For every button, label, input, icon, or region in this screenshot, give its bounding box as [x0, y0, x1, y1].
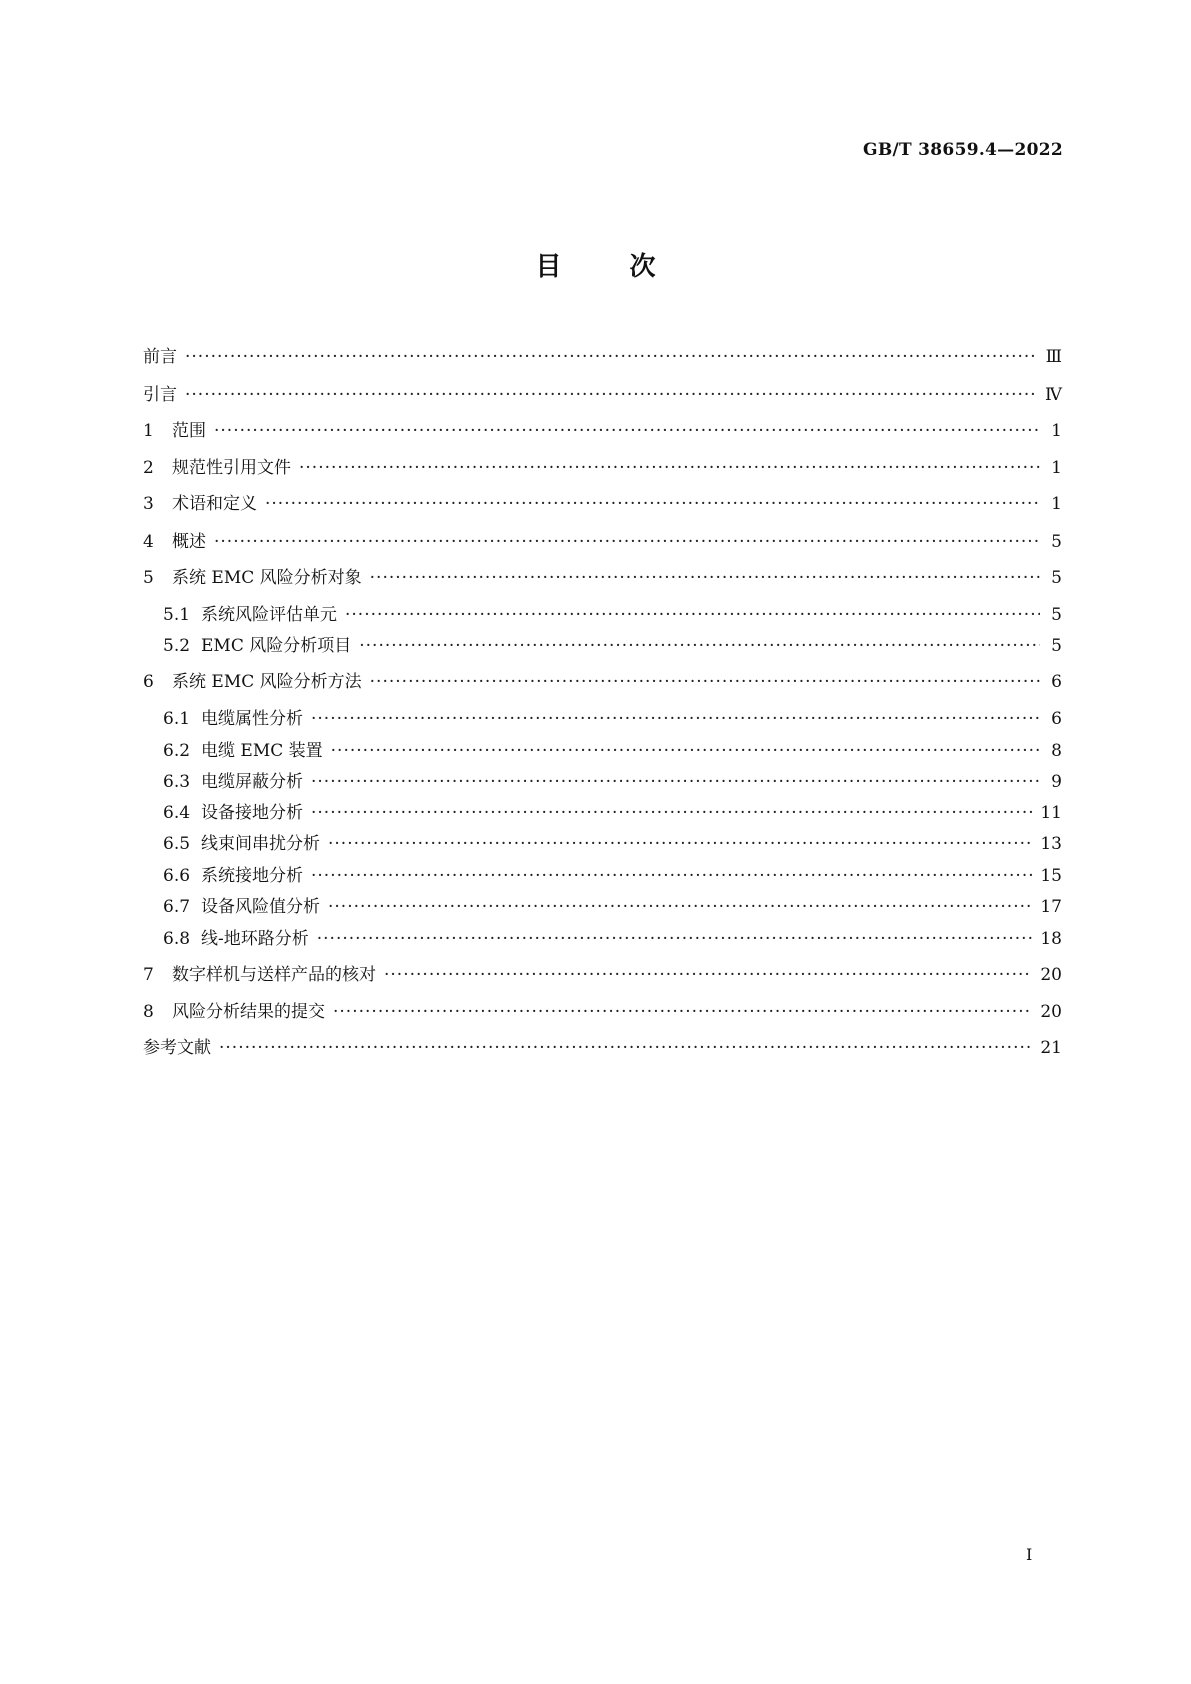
- toc-entry-page: 20: [1040, 965, 1062, 985]
- toc-entry-label: 电缆 EMC 装置: [201, 741, 323, 761]
- toc-entry[interactable]: [143, 453, 1062, 477]
- toc-entry[interactable]: [143, 1033, 1062, 1057]
- toc-entry-page: 1: [1051, 458, 1062, 478]
- dot-leader: [328, 897, 1032, 917]
- dot-leader: [384, 965, 1032, 985]
- dot-leader: [311, 803, 1032, 823]
- toc-entry-number: 6.7: [163, 897, 191, 917]
- dot-leader: [370, 672, 1040, 692]
- toc-entry-label: EMC 风险分析项目: [201, 636, 352, 656]
- toc-entry-label: 术语和定义: [172, 494, 257, 514]
- toc-entry-page: 5: [1051, 605, 1062, 625]
- toc-entry-page: 1: [1051, 494, 1062, 514]
- toc-entry[interactable]: [143, 667, 1062, 691]
- toc-entry[interactable]: [163, 767, 1062, 791]
- toc-entry[interactable]: [143, 997, 1062, 1021]
- toc-entry-page: 11: [1040, 803, 1062, 823]
- toc-entry-label: 线束间串扰分析: [201, 834, 320, 854]
- toc-entry-label: 风险分析结果的提交: [172, 1002, 325, 1022]
- toc-entry-page: 9: [1051, 772, 1062, 792]
- toc-entry-number: 5: [143, 568, 154, 588]
- toc-entry[interactable]: [163, 861, 1062, 885]
- toc-entry[interactable]: [163, 631, 1062, 655]
- toc-entry-number: 6.4: [163, 803, 191, 823]
- toc-entry-page: 18: [1040, 929, 1062, 949]
- toc-entry-number: 6.8: [163, 929, 191, 949]
- toc-entry-label: 规范性引用文件: [172, 458, 291, 478]
- toc-entry-label: 前言: [143, 347, 177, 367]
- document-number: GB/T 38659.4—2022: [863, 140, 1063, 160]
- toc-entry-number: 6.2: [163, 741, 191, 761]
- toc-entry-page: 5: [1051, 636, 1062, 656]
- toc-entry-number: 5.2: [163, 636, 191, 656]
- toc-entry-number: 5.1: [163, 605, 191, 625]
- toc-entry[interactable]: [163, 924, 1062, 948]
- toc-entry[interactable]: [163, 829, 1062, 853]
- toc-entry[interactable]: [143, 416, 1062, 440]
- dot-leader: [214, 532, 1040, 552]
- toc-entry-label: 系统风险评估单元: [201, 605, 337, 625]
- toc-entry-number: 6.6: [163, 866, 191, 886]
- toc-entry[interactable]: [143, 489, 1062, 513]
- toc-entry-label: 线-地环路分析: [201, 929, 309, 949]
- toc-entry-label: 电缆屏蔽分析: [201, 772, 303, 792]
- toc-entry[interactable]: [143, 527, 1062, 551]
- dot-leader: [370, 568, 1040, 588]
- toc-entry[interactable]: [143, 342, 1062, 366]
- title-char: 次: [629, 252, 656, 282]
- toc-entry-number: 6.3: [163, 772, 191, 792]
- toc-entry-label: 数字样机与送样产品的核对: [172, 965, 376, 985]
- toc-entry[interactable]: [143, 563, 1062, 587]
- toc-entry-number: 6.5: [163, 834, 191, 854]
- toc-entry-page: 21: [1040, 1038, 1062, 1058]
- toc-entry-number: 4: [143, 532, 154, 552]
- toc-entry-label: 引言: [143, 385, 177, 405]
- page-number: I: [1026, 1545, 1033, 1564]
- toc-entry[interactable]: [163, 600, 1062, 624]
- dot-leader: [359, 636, 1040, 656]
- toc-entry-page: 8: [1051, 741, 1062, 761]
- toc-entry-number: 7: [143, 965, 154, 985]
- toc-entry-page: Ⅳ: [1045, 385, 1062, 405]
- dot-leader: [345, 605, 1040, 625]
- toc-entry-page: 15: [1040, 866, 1062, 886]
- toc-entry-page: 13: [1040, 834, 1062, 854]
- toc-entry[interactable]: [163, 736, 1062, 760]
- dot-leader: [311, 866, 1032, 886]
- dot-leader: [219, 1038, 1032, 1058]
- toc-entry-label: 参考文献: [143, 1038, 211, 1058]
- toc-entry[interactable]: [163, 704, 1062, 728]
- toc-entry-page: 20: [1040, 1002, 1062, 1022]
- toc-entry-page: 6: [1051, 709, 1062, 729]
- toc-entry-number: 6.1: [163, 709, 191, 729]
- dot-leader: [185, 347, 1038, 367]
- toc-entry[interactable]: [163, 798, 1062, 822]
- toc-entry-number: 3: [143, 494, 154, 514]
- toc-entry-label: 设备接地分析: [201, 803, 303, 823]
- dot-leader: [214, 421, 1040, 441]
- toc-entry-label: 范围: [172, 421, 206, 441]
- dot-leader: [317, 929, 1033, 949]
- toc-entry-label: 电缆属性分析: [201, 709, 303, 729]
- title-char: 目: [535, 252, 562, 282]
- toc-entry-label: 系统 EMC 风险分析方法: [172, 672, 362, 692]
- dot-leader: [185, 385, 1037, 405]
- toc-entry-page: 17: [1040, 897, 1062, 917]
- toc-entry[interactable]: [143, 960, 1062, 984]
- toc-entry-number: 6: [143, 672, 154, 692]
- toc-entry-label: 设备风险值分析: [201, 897, 320, 917]
- toc-entry-number: 2: [143, 458, 154, 478]
- toc-entry-page: 6: [1051, 672, 1062, 692]
- toc-entry-page: 5: [1051, 568, 1062, 588]
- dot-leader: [311, 772, 1040, 792]
- toc-entry-number: 8: [143, 1002, 154, 1022]
- dot-leader: [299, 458, 1040, 478]
- dot-leader: [311, 709, 1040, 729]
- toc-entry-label: 系统接地分析: [201, 866, 303, 886]
- toc-entry-number: 1: [143, 421, 154, 441]
- toc-entry[interactable]: [163, 892, 1062, 916]
- toc-entry[interactable]: [143, 380, 1062, 404]
- page-title: [0, 246, 1191, 283]
- toc-entry-page: 1: [1051, 421, 1062, 441]
- dot-leader: [333, 1002, 1032, 1022]
- dot-leader: [328, 834, 1032, 854]
- toc-entry-page: Ⅲ: [1045, 347, 1062, 367]
- dot-leader: [265, 494, 1040, 514]
- toc-entry-page: 5: [1051, 532, 1062, 552]
- dot-leader: [331, 741, 1040, 761]
- toc-entry-label: 概述: [172, 532, 206, 552]
- toc-entry-label: 系统 EMC 风险分析对象: [172, 568, 362, 588]
